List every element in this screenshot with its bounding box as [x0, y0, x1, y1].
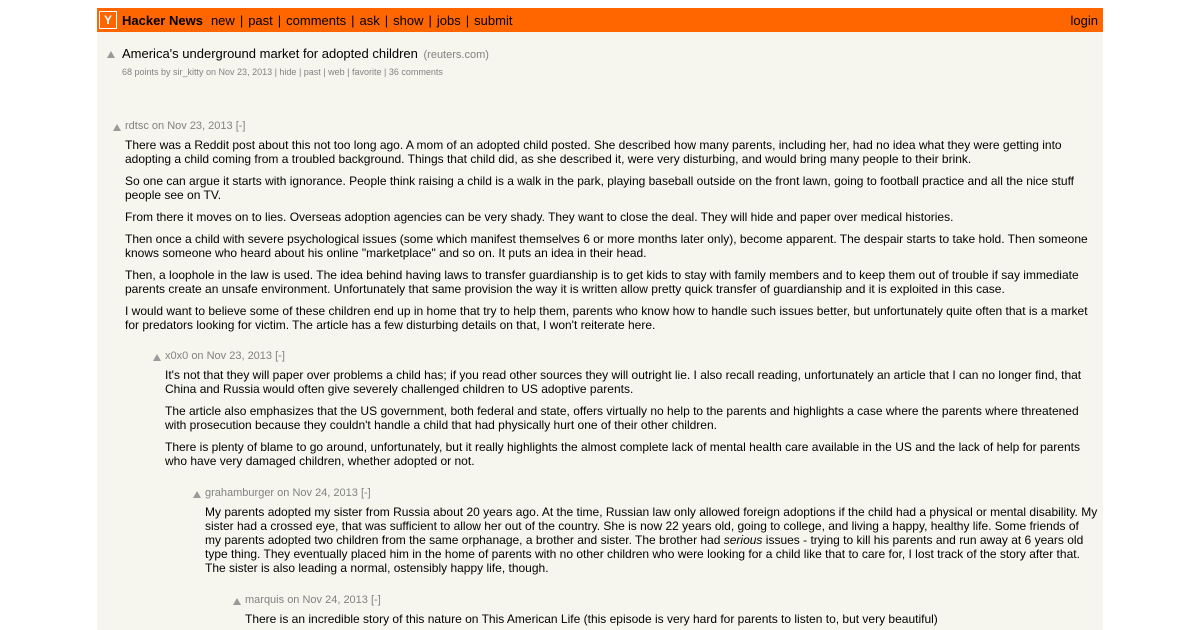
upvote-arrow-icon[interactable] [113, 124, 121, 131]
comment-paragraph: The article also emphasizes that the US government, both federal and state, offers virtually no help to the parents and highlights a case where the parents where threatened with prosecution because they couldn't handle a child that had physically hurt one of their other children. [165, 404, 1079, 432]
upvote-arrow-icon[interactable] [107, 51, 115, 58]
comment-header [125, 120, 1100, 132]
story-title-link[interactable]: America's underground market for adopted children [122, 46, 418, 61]
comment-body [245, 612, 1095, 626]
comment-text: My parents adopted my sister from Russia about 20 years ago. At the time, Russian law only allowed foreign adoptions if the child had a physical or mental disability. My sister had a crossed eye, that was sufficient to allow her out of the country. She is now 22 years old, going to college, and living a happy, healthy life. Some friends of my parents adopted two children from the same orphanage, a brother and sister. The brother had [205, 505, 1098, 547]
y-logo-icon[interactable]: Y [99, 11, 117, 29]
nav-jobs-link[interactable]: jobs [436, 12, 461, 28]
comment-paragraph: There is an incredible story of this nature on This American Life (this episode is very hard for parents to listen to, but very beautiful) [245, 612, 938, 626]
story-title-row [122, 46, 489, 61]
comment-paragraph: Then once a child with severe psychological issues (some which manifest themselves 6 or more months later only), become apparent. The despair starts to take hold. Then someone knows someone who heard about his online "marketplace" and so on. It puts an idea in their head. [125, 232, 1088, 260]
nav-new-link[interactable]: new [210, 12, 235, 28]
comment-header [245, 594, 1095, 606]
comment-emphasis: serious [723, 533, 763, 547]
nav-separator: | [239, 12, 244, 28]
comment-meta[interactable]: on Nov 23, 2013 [-] [151, 120, 246, 132]
comment-paragraph: There is plenty of blame to go around, unfortunately, but it really highlights the almost complete lack of mental health care available in the US and the lack of help for parents who have very damaged children, whether adopted or not. [165, 440, 1080, 468]
nav-separator: | [428, 12, 432, 28]
comment-meta[interactable]: on Nov 24, 2013 [-] [277, 487, 371, 499]
nav-comments-link[interactable]: comments [286, 12, 347, 28]
comment-grahamburger [205, 487, 1098, 575]
comment-user-link[interactable]: grahamburger [205, 487, 275, 499]
story-subtext: 68 points by sir_kitty on Nov 23, 2013 | hide | past | web | favorite | 36 comments [122, 67, 443, 77]
comment-paragraph: From there it moves on to lies. Overseas adoption agencies can be very shady. They want to close the deal. They will hide and paper over medical histories. [125, 210, 954, 224]
page-container [97, 8, 1103, 630]
comment-user-link[interactable]: rdtsc [125, 120, 149, 132]
comment-paragraph: Then, a loophole in the law is used. The idea behind having laws to transfer guardianship is to get kids to stay with family members and to keep them out of trouble if say immediate parents create an unsafe environment. Unfortunately that same provision the way it is written allow pretty quick transfer of guardianship and it is exploited in this case. [125, 268, 1079, 296]
comment-user-link[interactable]: marquis [245, 594, 285, 606]
comment-paragraph: There was a Reddit post about this not too long ago. A mom of an adopted child posted. She described how many parents, including her, had no idea what they were getting into adopting a child coming from a troubled background. Things that child did, as she described it, were very disturbing, and would bring many people to their brink. [125, 138, 1062, 166]
comment-paragraph: So one can argue it starts with ignorance. People think raising a child is a walk in the park, playing baseball outside on the front lawn, going to football practice and all the nice stuff people see on TV. [125, 174, 1075, 202]
comment-rdtsc [125, 120, 1100, 332]
comment-body [205, 505, 1098, 575]
comment-meta[interactable]: on Nov 24, 2013 [-] [287, 594, 381, 606]
login-link[interactable]: login [1070, 12, 1098, 28]
nav-separator: | [351, 12, 355, 28]
nav-separator: | [277, 12, 282, 28]
comment-x0x0 [165, 350, 1095, 468]
comment-paragraph [205, 505, 1098, 575]
header-bar [97, 8, 1103, 32]
upvote-arrow-icon[interactable] [153, 354, 161, 361]
nav-submit-link[interactable]: submit [474, 12, 513, 28]
comment-paragraph: It's not that they will paper over problems a child has; if you read other sources they will outright lie. I also recall reading, unfortunately an article that I can no longer find, that China and Russia would often give severely challenged children to US adoptive parents. [165, 368, 1082, 396]
story-domain[interactable]: (reuters.com) [423, 49, 489, 61]
nav-past-link[interactable]: past [248, 12, 273, 28]
comment-text: issues - trying to kill his parents and run away at 6 years old type thing. They eventually placed him in the home of parents with no other children who were looking for a child like that to care for, I lost track of the story after that. The sister is also leading a normal, ostensibly happy life, though. [205, 533, 1084, 575]
comment-user-link[interactable]: x0x0 [165, 350, 189, 362]
comment-header [205, 487, 1098, 499]
comment-body [125, 138, 1100, 332]
comment-marquis [245, 594, 1095, 626]
site-name-link[interactable]: Hacker News [122, 12, 203, 28]
nav-separator: | [465, 12, 470, 28]
comment-meta[interactable]: on Nov 23, 2013 [-] [191, 350, 285, 362]
nav-show-link[interactable]: show [393, 12, 424, 28]
comment-body [165, 368, 1095, 468]
upvote-arrow-icon[interactable] [193, 491, 201, 498]
comment-paragraph: I would want to believe some of these children end up in home that try to help them, parents who know how to handle such issues better, but unfortunately quite often that is a market for predators looking for victim. The article has a few disturbing details on that, I won't reiterate here. [125, 304, 1088, 332]
comment-header [165, 350, 1095, 362]
upvote-arrow-icon[interactable] [233, 598, 241, 605]
nav-ask-link[interactable]: ask [359, 12, 380, 28]
nav-separator: | [384, 12, 389, 28]
